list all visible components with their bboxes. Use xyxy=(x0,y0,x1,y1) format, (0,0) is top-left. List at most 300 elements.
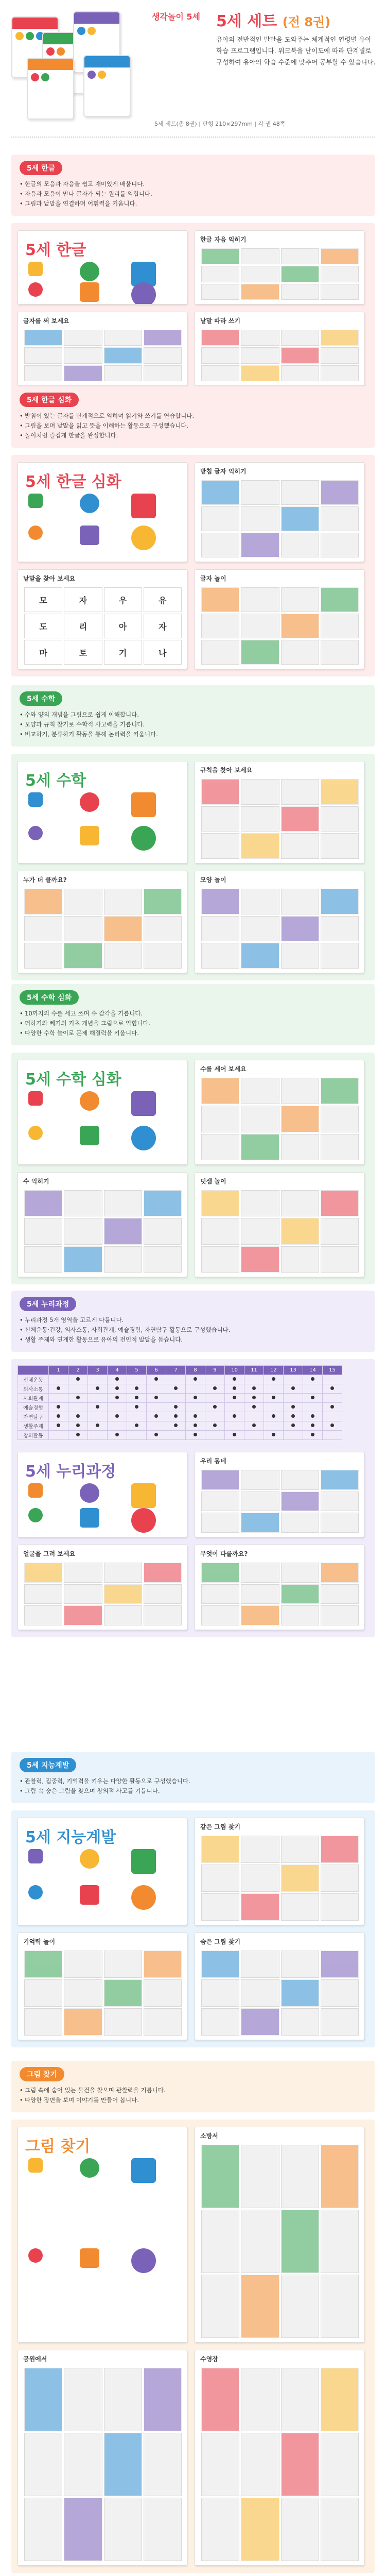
check-dot xyxy=(291,1414,295,1418)
check-dot xyxy=(311,1377,314,1381)
exercise-cell xyxy=(104,365,142,381)
table-cell xyxy=(127,1384,147,1394)
table-header-cell xyxy=(18,1366,49,1375)
table-cell xyxy=(186,1421,205,1431)
table-cell xyxy=(127,1403,147,1412)
exercise-cell xyxy=(281,1865,319,1892)
check-dot xyxy=(96,1423,99,1427)
table-cell xyxy=(68,1375,88,1384)
check-dot xyxy=(135,1396,138,1399)
exercise-cell xyxy=(24,2433,62,2496)
table-cell xyxy=(108,1421,127,1431)
exercise-cell xyxy=(241,2498,279,2561)
illustration-shape xyxy=(131,2248,156,2273)
check-dot xyxy=(213,1386,217,1390)
section-bullets xyxy=(20,179,366,209)
table-cell xyxy=(303,1384,323,1394)
table-cell xyxy=(49,1431,68,1440)
exercise-cell xyxy=(241,640,279,665)
exercise-cell: 나 xyxy=(144,640,182,665)
exercise-cell xyxy=(281,779,319,805)
table-cell xyxy=(303,1412,323,1421)
table-cell xyxy=(186,1412,205,1421)
table-cell xyxy=(186,1431,205,1440)
workbook-page xyxy=(195,1172,364,1277)
exercise-cell xyxy=(144,347,182,363)
workbook-page xyxy=(17,569,187,669)
workbook-page xyxy=(17,1545,187,1630)
series-name: 생각놀이 5세 xyxy=(152,12,200,22)
exercise-cell xyxy=(281,943,319,969)
exercise-cell xyxy=(201,587,239,612)
table-header-cell: 4 xyxy=(108,1366,127,1375)
exercise-cell xyxy=(241,889,279,914)
table-cell xyxy=(323,1431,342,1440)
exercise-cell xyxy=(144,943,182,969)
exercise-cell xyxy=(144,1218,182,1244)
exercise-cell xyxy=(241,2275,279,2338)
table-cell xyxy=(225,1412,244,1421)
workbook-cover xyxy=(17,1818,187,1925)
exercise-cell xyxy=(201,1492,239,1512)
card-title: 5세 수학 xyxy=(25,772,86,790)
exercise-cell xyxy=(281,833,319,859)
exercise-cell xyxy=(201,1979,239,2007)
exercise-grid xyxy=(201,1190,359,1273)
table-row-header: 사회관계 xyxy=(18,1394,49,1403)
exercise-cell xyxy=(321,1605,359,1625)
page-title: 5세 세트 (전 8권) xyxy=(216,12,331,30)
exercise-cell xyxy=(104,2368,142,2431)
exercise-cell xyxy=(241,943,279,969)
illustration-shape xyxy=(131,526,156,550)
exercise-cell xyxy=(201,614,239,638)
exercise-cell xyxy=(281,347,319,363)
table-cell xyxy=(127,1431,147,1440)
exercise-cell: 자 xyxy=(144,614,182,638)
bullet-item: • 10까지의 수를 세고 쓰며 수 감각을 기릅니다. xyxy=(20,1009,366,1019)
table-cell xyxy=(244,1384,264,1394)
exercise-cell xyxy=(241,330,279,346)
table-cell xyxy=(127,1375,147,1384)
bullet-item: • 그림 속에 숨어 있는 물건을 찾으며 관찰력을 기릅니다. xyxy=(20,2086,366,2095)
exercise-cell xyxy=(241,1190,279,1216)
table-cell xyxy=(147,1375,166,1384)
exercise-grid xyxy=(201,1078,359,1160)
illustration-shape xyxy=(28,1126,43,1140)
illustration-shape xyxy=(80,792,99,812)
header xyxy=(0,0,386,149)
illustration-shape xyxy=(131,1126,156,1150)
check-dot xyxy=(154,1433,158,1436)
section-bullets xyxy=(20,2086,366,2105)
card-title: 한글 자음 익히기 xyxy=(200,236,247,243)
exercise-cell: 우 xyxy=(104,587,142,612)
section-tab: 5세 수학 심화 xyxy=(20,990,79,1005)
product-meta: 5세 세트(총 8권) | 판형 210×297mm | 각 권 48쪽 xyxy=(154,121,286,127)
card-title: 수를 세어 보세요 xyxy=(200,1065,247,1073)
workbook-page xyxy=(195,312,364,386)
exercise-cell xyxy=(104,1246,142,1273)
exercise-cell xyxy=(321,506,359,531)
table-cell xyxy=(166,1403,186,1412)
exercise-grid xyxy=(201,480,359,557)
bullet-item: • 더하기와 빼기의 기초 개념을 그림으로 익힙니다. xyxy=(20,1019,366,1028)
check-dot xyxy=(154,1414,158,1418)
section-preview xyxy=(11,1359,375,1637)
table-cell xyxy=(323,1412,342,1421)
exercise-cell xyxy=(201,1605,239,1625)
exercise-cell xyxy=(104,2008,142,2036)
exercise-cell xyxy=(64,1584,102,1604)
exercise-cell xyxy=(321,889,359,914)
exercise-cell xyxy=(24,347,62,363)
exercise-cell xyxy=(24,1218,62,1244)
check-dot xyxy=(311,1433,314,1436)
exercise-cell xyxy=(321,614,359,638)
check-dot xyxy=(115,1386,119,1390)
exercise-cell xyxy=(241,347,279,363)
exercise-cell: 모 xyxy=(24,587,62,612)
workbook-page xyxy=(17,1172,187,1277)
exercise-cell xyxy=(64,916,102,942)
section-header xyxy=(11,155,375,216)
table-cell xyxy=(147,1421,166,1431)
exercise-cell xyxy=(281,2433,319,2496)
check-dot xyxy=(76,1423,80,1427)
section-bullets xyxy=(20,1315,366,1345)
illustration-shape xyxy=(28,1508,43,1522)
exercise-cell xyxy=(104,1951,142,1978)
section-korean xyxy=(0,155,386,379)
card-title: 그림 찾기 xyxy=(25,2138,91,2156)
exercise-cell xyxy=(144,1190,182,1216)
exercise-cell xyxy=(281,533,319,557)
bullet-item: • 다양한 수학 놀이로 문제 해결력을 키웁니다. xyxy=(20,1028,366,1038)
bullet-item: • 신체운동·건강, 의사소통, 사회관계, 예술경험, 자연탐구 활동으로 구성했습니다. xyxy=(20,1325,366,1335)
exercise-grid xyxy=(24,587,182,665)
section-preview xyxy=(11,2120,375,2573)
check-dot xyxy=(76,1414,80,1418)
exercise-cell xyxy=(321,1836,359,1863)
exercise-cell xyxy=(281,1492,319,1512)
illustration-shape xyxy=(80,1508,99,1528)
exercise-cell: 리 xyxy=(64,614,102,638)
exercise-cell xyxy=(321,779,359,805)
section-header xyxy=(11,2061,375,2112)
exercise-cell xyxy=(64,1246,102,1273)
exercise-cell xyxy=(201,506,239,531)
exercise-cell xyxy=(241,365,279,381)
card-title: 수영장 xyxy=(200,2355,218,2363)
card-title: 얼굴을 그려 보세요 xyxy=(23,1550,76,1557)
illustration-shape xyxy=(131,1849,156,1874)
table-cell xyxy=(186,1403,205,1412)
exercise-cell xyxy=(241,916,279,942)
table-cell xyxy=(225,1421,244,1431)
check-dot xyxy=(272,1414,275,1418)
exercise-cell xyxy=(144,1605,182,1625)
exercise-cell xyxy=(321,1951,359,1978)
exercise-cell xyxy=(24,1190,62,1216)
workbook-page xyxy=(195,1933,364,2040)
exercise-cell xyxy=(104,1979,142,2007)
exercise-cell xyxy=(321,1979,359,2007)
exercise-cell xyxy=(241,806,279,832)
table-cell xyxy=(68,1412,88,1421)
table-header-cell: 15 xyxy=(323,1366,342,1375)
section-bullets xyxy=(20,710,366,739)
table-cell xyxy=(68,1384,88,1394)
exercise-cell xyxy=(201,2210,239,2273)
exercise-cell xyxy=(144,1563,182,1583)
card-title: 숨은 그림 찾기 xyxy=(200,1938,240,1945)
exercise-grid xyxy=(201,587,359,665)
exercise-cell xyxy=(104,1190,142,1216)
bullet-item: • 다양한 장면을 보며 이야기를 만들어 봅니다. xyxy=(20,2095,366,2105)
exercise-cell xyxy=(281,1979,319,2007)
workbook-page xyxy=(195,569,364,669)
workbook-page xyxy=(17,1933,187,2040)
check-dot xyxy=(233,1386,236,1390)
exercise-cell xyxy=(241,480,279,505)
table-cell xyxy=(303,1403,323,1412)
header-description: 유아의 전반적인 발달을 도와주는 체계적인 연령별 유아 학습 프로그램입니다. 워크북을 난이도에 따라 단계별로 구성하여 유아의 학습 수준에 맞추어 공부할 수 있습니다. xyxy=(216,36,376,66)
table-cell xyxy=(108,1394,127,1403)
table-cell xyxy=(284,1431,303,1440)
exercise-cell xyxy=(321,1563,359,1583)
card-title: 글자를 써 보세요 xyxy=(23,317,69,325)
exercise-cell xyxy=(201,2008,239,2036)
table-header-cell: 9 xyxy=(205,1366,225,1375)
illustration-shape xyxy=(28,1483,43,1498)
exercise-cell xyxy=(281,365,319,381)
card-title: 공원에서 xyxy=(23,2355,47,2363)
exercise-cell xyxy=(321,1246,359,1273)
card-title: 5세 한글 xyxy=(25,241,86,259)
check-dot xyxy=(194,1423,197,1427)
table-cell xyxy=(108,1412,127,1421)
exercise-cell xyxy=(64,2368,102,2431)
illustration-shape xyxy=(80,282,99,302)
exercise-cell xyxy=(201,640,239,665)
check-dot xyxy=(291,1386,295,1390)
exercise-cell xyxy=(24,1246,62,1273)
book-cover xyxy=(27,58,74,120)
table-cell xyxy=(49,1375,68,1384)
exercise-cell xyxy=(281,284,319,300)
exercise-cell xyxy=(201,480,239,505)
exercise-cell xyxy=(281,1605,319,1625)
table-cell xyxy=(49,1403,68,1412)
exercise-cell: 마 xyxy=(24,640,62,665)
table-cell xyxy=(264,1403,284,1412)
table-cell xyxy=(284,1375,303,1384)
check-dot xyxy=(330,1423,334,1427)
exercise-cell xyxy=(321,1513,359,1533)
illustration-shape xyxy=(28,526,43,540)
illustration-shape xyxy=(28,2158,43,2173)
check-dot xyxy=(174,1405,178,1409)
workbook-page xyxy=(195,462,364,562)
exercise-cell xyxy=(281,2145,319,2208)
table-header-cell: 8 xyxy=(186,1366,205,1375)
exercise-cell xyxy=(201,533,239,557)
exercise-cell xyxy=(144,916,182,942)
illustration-shape xyxy=(80,494,99,513)
exercise-cell xyxy=(104,1605,142,1625)
bullet-item: • 수와 양의 개념을 그림으로 쉽게 이해합니다. xyxy=(20,710,366,720)
exercise-cell xyxy=(24,916,62,942)
exercise-cell xyxy=(201,248,239,264)
exercise-cell xyxy=(281,266,319,282)
exercise-cell xyxy=(281,614,319,638)
exercise-cell xyxy=(64,1190,102,1216)
illustration-shape xyxy=(131,792,156,817)
illustration-shape xyxy=(80,1849,99,1869)
illustration-shape xyxy=(28,1091,43,1106)
exercise-cell xyxy=(241,1584,279,1604)
exercise-cell xyxy=(321,347,359,363)
table-cell xyxy=(127,1412,147,1421)
check-dot xyxy=(291,1405,295,1409)
exercise-cell xyxy=(201,2368,239,2431)
bullet-item: • 그림을 보며 낱말을 읽고 뜻을 이해하는 활동으로 구성했습니다. xyxy=(20,421,366,431)
exercise-cell xyxy=(201,1246,239,1273)
table-cell xyxy=(264,1421,284,1431)
exercise-cell xyxy=(281,1134,319,1160)
table-cell xyxy=(264,1412,284,1421)
exercise-grid xyxy=(201,248,359,300)
workbook-page xyxy=(195,2127,364,2343)
table-header-cell: 13 xyxy=(284,1366,303,1375)
book-cover xyxy=(83,55,131,117)
exercise-cell xyxy=(201,2433,239,2496)
exercise-cell xyxy=(144,1246,182,1273)
section-header xyxy=(11,685,375,747)
exercise-cell xyxy=(201,1078,239,1104)
exercise-cell xyxy=(241,1078,279,1104)
exercise-grid xyxy=(24,2368,182,2561)
exercise-cell xyxy=(24,1979,62,2007)
table-cell xyxy=(244,1412,264,1421)
table-cell xyxy=(147,1394,166,1403)
exercise-cell xyxy=(144,2498,182,2561)
exercise-cell xyxy=(321,2275,359,2338)
exercise-cell xyxy=(321,266,359,282)
exercise-cell xyxy=(241,1865,279,1892)
exercise-cell xyxy=(281,330,319,346)
check-dot xyxy=(233,1414,236,1418)
check-dot xyxy=(96,1405,99,1409)
workbook-page xyxy=(17,312,187,386)
exercise-cell xyxy=(281,248,319,264)
workbook-cover xyxy=(17,230,187,304)
table-cell xyxy=(244,1431,264,1440)
check-dot xyxy=(194,1396,197,1399)
exercise-cell xyxy=(241,1134,279,1160)
exercise-cell xyxy=(201,284,239,300)
exercise-cell xyxy=(201,916,239,942)
exercise-cell xyxy=(24,2498,62,2561)
table-header-cell: 11 xyxy=(244,1366,264,1375)
exercise-grid xyxy=(24,330,182,381)
table-cell xyxy=(147,1403,166,1412)
workbook-page xyxy=(195,761,364,863)
check-dot xyxy=(154,1396,158,1399)
table-row-header: 예술경험 xyxy=(18,1403,49,1412)
workbook-cover xyxy=(17,761,187,863)
exercise-cell xyxy=(321,1190,359,1216)
table-cell xyxy=(108,1375,127,1384)
card-title: 규칙을 찾아 보세요 xyxy=(200,767,253,774)
check-dot xyxy=(57,1405,60,1409)
section-header xyxy=(11,1291,375,1352)
exercise-cell xyxy=(321,1106,359,1132)
workbook-page xyxy=(195,2350,364,2566)
table-cell xyxy=(225,1394,244,1403)
exercise-cell xyxy=(321,1584,359,1604)
exercise-cell xyxy=(104,916,142,942)
check-dot xyxy=(311,1423,314,1427)
table-cell xyxy=(88,1394,108,1403)
table-cell xyxy=(127,1394,147,1403)
exercise-cell xyxy=(201,365,239,381)
exercise-cell xyxy=(201,779,239,805)
check-dot xyxy=(194,1433,197,1436)
exercise-cell xyxy=(321,833,359,859)
exercise-cell xyxy=(321,1218,359,1244)
exercise-cell xyxy=(64,1951,102,1978)
illustration-shape xyxy=(80,526,99,545)
table-cell xyxy=(88,1431,108,1440)
table-cell xyxy=(205,1412,225,1421)
exercise-cell xyxy=(201,266,239,282)
exercise-cell xyxy=(241,266,279,282)
table-cell xyxy=(166,1431,186,1440)
check-dot xyxy=(252,1396,256,1399)
section-bullets xyxy=(20,1009,366,1038)
exercise-cell xyxy=(104,1584,142,1604)
table-cell xyxy=(323,1421,342,1431)
exercise-cell xyxy=(241,1979,279,2007)
card-title: 같은 그림 찾기 xyxy=(200,1823,240,1831)
illustration-shape xyxy=(131,282,156,304)
exercise-grid xyxy=(24,1563,182,1625)
illustration-shape xyxy=(28,494,43,508)
bullet-item: • 비교하기, 분류하기 활동을 통해 논리력을 키웁니다. xyxy=(20,730,366,739)
exercise-cell xyxy=(201,1836,239,1863)
check-dot xyxy=(291,1423,295,1427)
exercise-cell xyxy=(321,943,359,969)
card-title: 5세 수학 심화 xyxy=(25,1071,121,1089)
section-thinking xyxy=(0,1752,386,2050)
exercise-cell xyxy=(201,943,239,969)
bullet-item: • 그림과 낱말을 연결하며 어휘력을 키웁니다. xyxy=(20,199,366,209)
card-title: 누가 더 클까요? xyxy=(23,876,67,884)
exercise-cell xyxy=(241,2145,279,2208)
exercise-cell xyxy=(321,1470,359,1490)
exercise-cell xyxy=(144,1951,182,1978)
section-header xyxy=(11,984,375,1045)
table-cell xyxy=(49,1412,68,1421)
exercise-cell xyxy=(241,2368,279,2431)
exercise-cell xyxy=(201,833,239,859)
exercise-cell xyxy=(321,365,359,381)
exercise-cell xyxy=(281,1190,319,1216)
exercise-cell xyxy=(201,2498,239,2561)
table-header-cell: 14 xyxy=(303,1366,323,1375)
